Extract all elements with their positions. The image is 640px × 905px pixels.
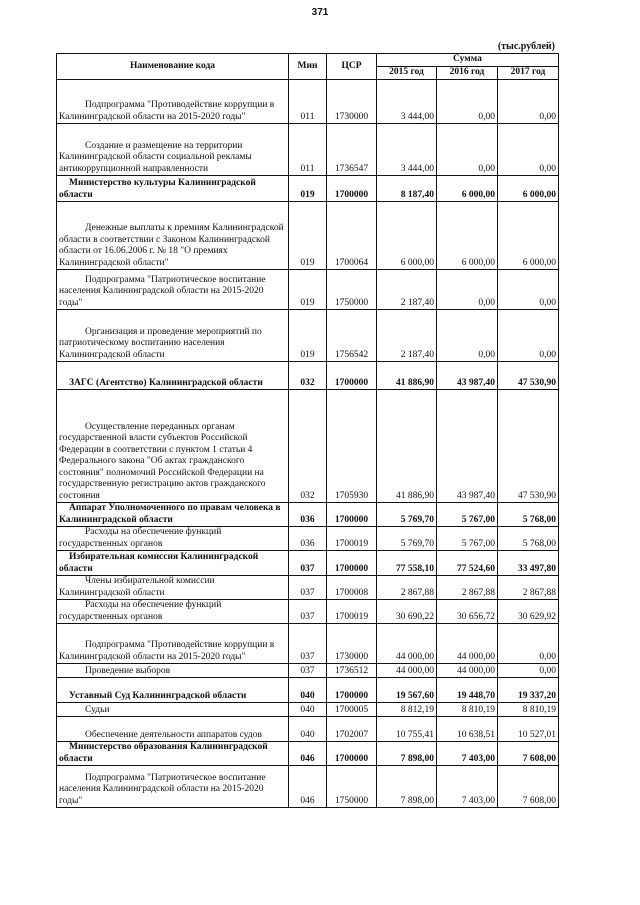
row-csr-cell: 1700008 bbox=[327, 576, 377, 600]
row-2016-cell: 0,00 bbox=[437, 124, 498, 176]
row-name-text: Подпрограмма "Противодействие коррупции в Калининградской области на 2015-2020 годы" bbox=[59, 100, 275, 122]
row-name-cell bbox=[57, 310, 289, 362]
row-csr-cell: 1700019 bbox=[327, 600, 377, 624]
row-min-cell: 037 bbox=[289, 664, 327, 678]
table-row bbox=[57, 766, 559, 808]
row-2017-cell: 8 810,19 bbox=[498, 703, 559, 717]
row-min-cell: 037 bbox=[289, 600, 327, 624]
row-2015-cell: 3 444,00 bbox=[377, 124, 437, 176]
table-row bbox=[57, 80, 559, 124]
row-csr-cell: 1700000 bbox=[327, 503, 377, 527]
table-row bbox=[57, 390, 559, 503]
table-row bbox=[57, 527, 559, 551]
row-min-cell: 040 bbox=[289, 717, 327, 742]
row-name-text: Расходы на обеспечение функций государственных органов bbox=[59, 527, 222, 549]
row-name-text: Члены избирательной комиссии Калининградской области bbox=[59, 576, 215, 598]
row-2015-cell: 5 769,70 bbox=[377, 503, 437, 527]
row-csr-cell: 1700000 bbox=[327, 362, 377, 390]
row-name-cell bbox=[57, 503, 289, 527]
row-name-text: Уставный Суд Калининградской области bbox=[69, 690, 247, 701]
row-name-cell bbox=[57, 202, 289, 270]
row-2016-cell: 77 524,60 bbox=[437, 551, 498, 576]
row-2016-cell: 30 656,72 bbox=[437, 600, 498, 624]
row-name-text: Подпрограмма "Патриотическое воспитание населения Калининградской области на 2015-2020 годы" bbox=[59, 772, 266, 806]
row-name-cell bbox=[57, 717, 289, 742]
row-2017-cell: 7 608,00 bbox=[498, 742, 559, 766]
row-2015-cell: 5 769,70 bbox=[377, 527, 437, 551]
row-name-text: Судьи bbox=[85, 704, 110, 715]
row-csr-cell: 1736547 bbox=[327, 124, 377, 176]
row-2017-cell: 0,00 bbox=[498, 310, 559, 362]
row-2017-cell: 0,00 bbox=[498, 80, 559, 124]
row-min-cell: 037 bbox=[289, 624, 327, 664]
page-number: 371 bbox=[311, 7, 329, 18]
row-2016-cell: 0,00 bbox=[437, 80, 498, 124]
table-row bbox=[57, 678, 559, 703]
row-csr-cell: 1700000 bbox=[327, 678, 377, 703]
row-name-cell bbox=[57, 362, 289, 390]
row-min-cell: 036 bbox=[289, 503, 327, 527]
row-csr-cell: 1700000 bbox=[327, 742, 377, 766]
row-2017-cell: 0,00 bbox=[498, 124, 559, 176]
row-name-cell bbox=[57, 576, 289, 600]
row-min-cell: 019 bbox=[289, 176, 327, 202]
row-2016-cell: 6 000,00 bbox=[437, 176, 498, 202]
row-2017-cell: 0,00 bbox=[498, 624, 559, 664]
table-row bbox=[57, 202, 559, 270]
row-2016-cell: 5 767,00 bbox=[437, 503, 498, 527]
table-row bbox=[57, 362, 559, 390]
row-2015-cell: 2 867,88 bbox=[377, 576, 437, 600]
row-name-cell bbox=[57, 270, 289, 310]
row-2015-cell: 8 187,40 bbox=[377, 176, 437, 202]
table-row bbox=[57, 176, 559, 202]
row-name-cell bbox=[57, 600, 289, 624]
row-2017-cell: 6 000,00 bbox=[498, 202, 559, 270]
row-name-cell bbox=[57, 80, 289, 124]
row-2017-cell: 47 530,90 bbox=[498, 362, 559, 390]
row-min-cell: 019 bbox=[289, 270, 327, 310]
row-min-cell: 032 bbox=[289, 390, 327, 503]
table-row bbox=[57, 124, 559, 176]
row-name-text: Аппарат Уполномоченного по правам человека в Калининградской области bbox=[59, 503, 281, 525]
budget-table bbox=[56, 53, 559, 808]
row-csr-cell: 1700000 bbox=[327, 551, 377, 576]
row-2017-cell: 47 530,90 bbox=[498, 390, 559, 503]
row-csr-cell: 1700064 bbox=[327, 202, 377, 270]
row-2016-cell: 43 987,40 bbox=[437, 362, 498, 390]
row-name-text: Проведение выборов bbox=[85, 665, 171, 676]
row-2017-cell: 19 337,20 bbox=[498, 678, 559, 703]
row-csr-cell: 1730000 bbox=[327, 624, 377, 664]
row-name-text: Обеспечение деятельности аппаратов судов bbox=[85, 729, 262, 740]
row-2015-cell: 2 187,40 bbox=[377, 270, 437, 310]
table-row bbox=[57, 270, 559, 310]
units-label: (тыс.рублей) bbox=[497, 41, 555, 52]
row-csr-cell: 1736512 bbox=[327, 664, 377, 678]
row-2017-cell: 6 000,00 bbox=[498, 176, 559, 202]
row-name-text: Создание и размещение на территории Калининградской области социальной рекламы антикоррупционной направленности bbox=[59, 140, 252, 174]
row-csr-cell: 1730000 bbox=[327, 80, 377, 124]
row-2016-cell: 7 403,00 bbox=[437, 766, 498, 808]
header-2017: 2017 год bbox=[498, 67, 559, 80]
row-2017-cell: 30 629,92 bbox=[498, 600, 559, 624]
row-csr-cell: 1750000 bbox=[327, 270, 377, 310]
table-row bbox=[57, 576, 559, 600]
table-body bbox=[57, 80, 559, 808]
row-csr-cell: 1700019 bbox=[327, 527, 377, 551]
row-min-cell: 011 bbox=[289, 80, 327, 124]
row-name-cell bbox=[57, 551, 289, 576]
row-2015-cell: 7 898,00 bbox=[377, 766, 437, 808]
row-name-text: ЗАГС (Агентство) Калининградской области bbox=[69, 377, 263, 388]
row-2016-cell: 8 810,19 bbox=[437, 703, 498, 717]
row-name-cell bbox=[57, 678, 289, 703]
header-name: Наименование кода bbox=[57, 54, 289, 80]
row-2016-cell: 7 403,00 bbox=[437, 742, 498, 766]
table-row bbox=[57, 717, 559, 742]
row-2016-cell: 2 867,88 bbox=[437, 576, 498, 600]
row-name-cell bbox=[57, 766, 289, 808]
row-2017-cell: 0,00 bbox=[498, 270, 559, 310]
row-csr-cell: 1750000 bbox=[327, 766, 377, 808]
row-2015-cell: 3 444,00 bbox=[377, 80, 437, 124]
row-min-cell: 037 bbox=[289, 551, 327, 576]
row-min-cell: 011 bbox=[289, 124, 327, 176]
row-2015-cell: 6 000,00 bbox=[377, 202, 437, 270]
row-csr-cell: 1700000 bbox=[327, 176, 377, 202]
row-2016-cell: 43 987,40 bbox=[437, 390, 498, 503]
row-2017-cell: 33 497,80 bbox=[498, 551, 559, 576]
row-name-cell bbox=[57, 176, 289, 202]
row-name-text: Подпрограмма "Патриотическое воспитание населения Калининградской области на 2015-2020 годы" bbox=[59, 274, 266, 308]
row-min-cell: 037 bbox=[289, 576, 327, 600]
header-csr: ЦСР bbox=[327, 54, 377, 80]
row-name-cell bbox=[57, 390, 289, 503]
header-sum: Сумма bbox=[377, 54, 559, 67]
row-2015-cell: 2 187,40 bbox=[377, 310, 437, 362]
row-csr-cell: 1702007 bbox=[327, 717, 377, 742]
table-row bbox=[57, 310, 559, 362]
row-min-cell: 036 bbox=[289, 527, 327, 551]
row-name-text: Министерство культуры Калининградской области bbox=[59, 178, 256, 200]
row-name-text: Осуществление переданных органам государственной власти субъектов Российской Федерации в соответствии с пунктом 1 статьи 4 Федерального закона "Об актах гражданского состояния" полномочий Российской Федерации на государственную регистрацию актов гражданского состояния bbox=[59, 421, 266, 501]
row-2016-cell: 0,00 bbox=[437, 310, 498, 362]
row-2016-cell: 19 448,70 bbox=[437, 678, 498, 703]
row-2015-cell: 44 000,00 bbox=[377, 624, 437, 664]
row-name-text: Министерство образования Калининградской области bbox=[59, 742, 268, 764]
row-2017-cell: 2 867,88 bbox=[498, 576, 559, 600]
row-name-cell bbox=[57, 703, 289, 717]
row-2017-cell: 0,00 bbox=[498, 664, 559, 678]
row-min-cell: 046 bbox=[289, 742, 327, 766]
row-name-cell bbox=[57, 527, 289, 551]
row-2015-cell: 30 690,22 bbox=[377, 600, 437, 624]
table-row bbox=[57, 624, 559, 664]
row-min-cell: 040 bbox=[289, 703, 327, 717]
row-name-cell bbox=[57, 624, 289, 664]
row-min-cell: 032 bbox=[289, 362, 327, 390]
row-2016-cell: 0,00 bbox=[437, 270, 498, 310]
row-name-cell bbox=[57, 664, 289, 678]
row-2016-cell: 10 638,51 bbox=[437, 717, 498, 742]
table-row bbox=[57, 600, 559, 624]
row-name-text: Расходы на обеспечение функций государственных органов bbox=[59, 600, 222, 622]
row-2015-cell: 8 812,19 bbox=[377, 703, 437, 717]
row-csr-cell: 1700005 bbox=[327, 703, 377, 717]
header-2016: 2016 год bbox=[437, 67, 498, 80]
row-name-text: Подпрограмма "Противодействие коррупции в Калининградской области на 2015-2020 годы" bbox=[59, 640, 275, 662]
row-name-text: Избирательная комиссия Калининградской области bbox=[59, 552, 259, 574]
row-min-cell: 019 bbox=[289, 202, 327, 270]
row-2015-cell: 44 000,00 bbox=[377, 664, 437, 678]
row-csr-cell: 1756542 bbox=[327, 310, 377, 362]
row-2016-cell: 44 000,00 bbox=[437, 664, 498, 678]
row-2016-cell: 44 000,00 bbox=[437, 624, 498, 664]
row-min-cell: 040 bbox=[289, 678, 327, 703]
row-2017-cell: 10 527,01 bbox=[498, 717, 559, 742]
table-row bbox=[57, 703, 559, 717]
row-2015-cell: 41 886,90 bbox=[377, 362, 437, 390]
row-2015-cell: 19 567,60 bbox=[377, 678, 437, 703]
table-row bbox=[57, 742, 559, 766]
row-2017-cell: 5 768,00 bbox=[498, 503, 559, 527]
row-2015-cell: 77 558,10 bbox=[377, 551, 437, 576]
row-2015-cell: 7 898,00 bbox=[377, 742, 437, 766]
row-name-cell bbox=[57, 742, 289, 766]
row-min-cell: 046 bbox=[289, 766, 327, 808]
row-2016-cell: 6 000,00 bbox=[437, 202, 498, 270]
row-name-text: Организация и проведение мероприятий по патриотическому воспитанию населения Калининградской области bbox=[59, 326, 262, 360]
row-2016-cell: 5 767,00 bbox=[437, 527, 498, 551]
row-name-cell bbox=[57, 124, 289, 176]
row-min-cell: 019 bbox=[289, 310, 327, 362]
table-row bbox=[57, 503, 559, 527]
row-2015-cell: 10 755,41 bbox=[377, 717, 437, 742]
row-name-text: Денежные выплаты к премиям Калининградской области в соответствии с Законом Калининградской области от 16.06.2006 г. № 18 "О премиях Калининградской области" bbox=[59, 223, 284, 268]
row-2017-cell: 5 768,00 bbox=[498, 527, 559, 551]
table-row bbox=[57, 551, 559, 576]
table-row bbox=[57, 664, 559, 678]
row-2017-cell: 7 608,00 bbox=[498, 766, 559, 808]
table-header bbox=[57, 54, 559, 80]
header-2015: 2015 год bbox=[377, 67, 437, 80]
header-min: Мин bbox=[289, 54, 327, 80]
row-csr-cell: 1705930 bbox=[327, 390, 377, 503]
row-2015-cell: 41 886,90 bbox=[377, 390, 437, 503]
